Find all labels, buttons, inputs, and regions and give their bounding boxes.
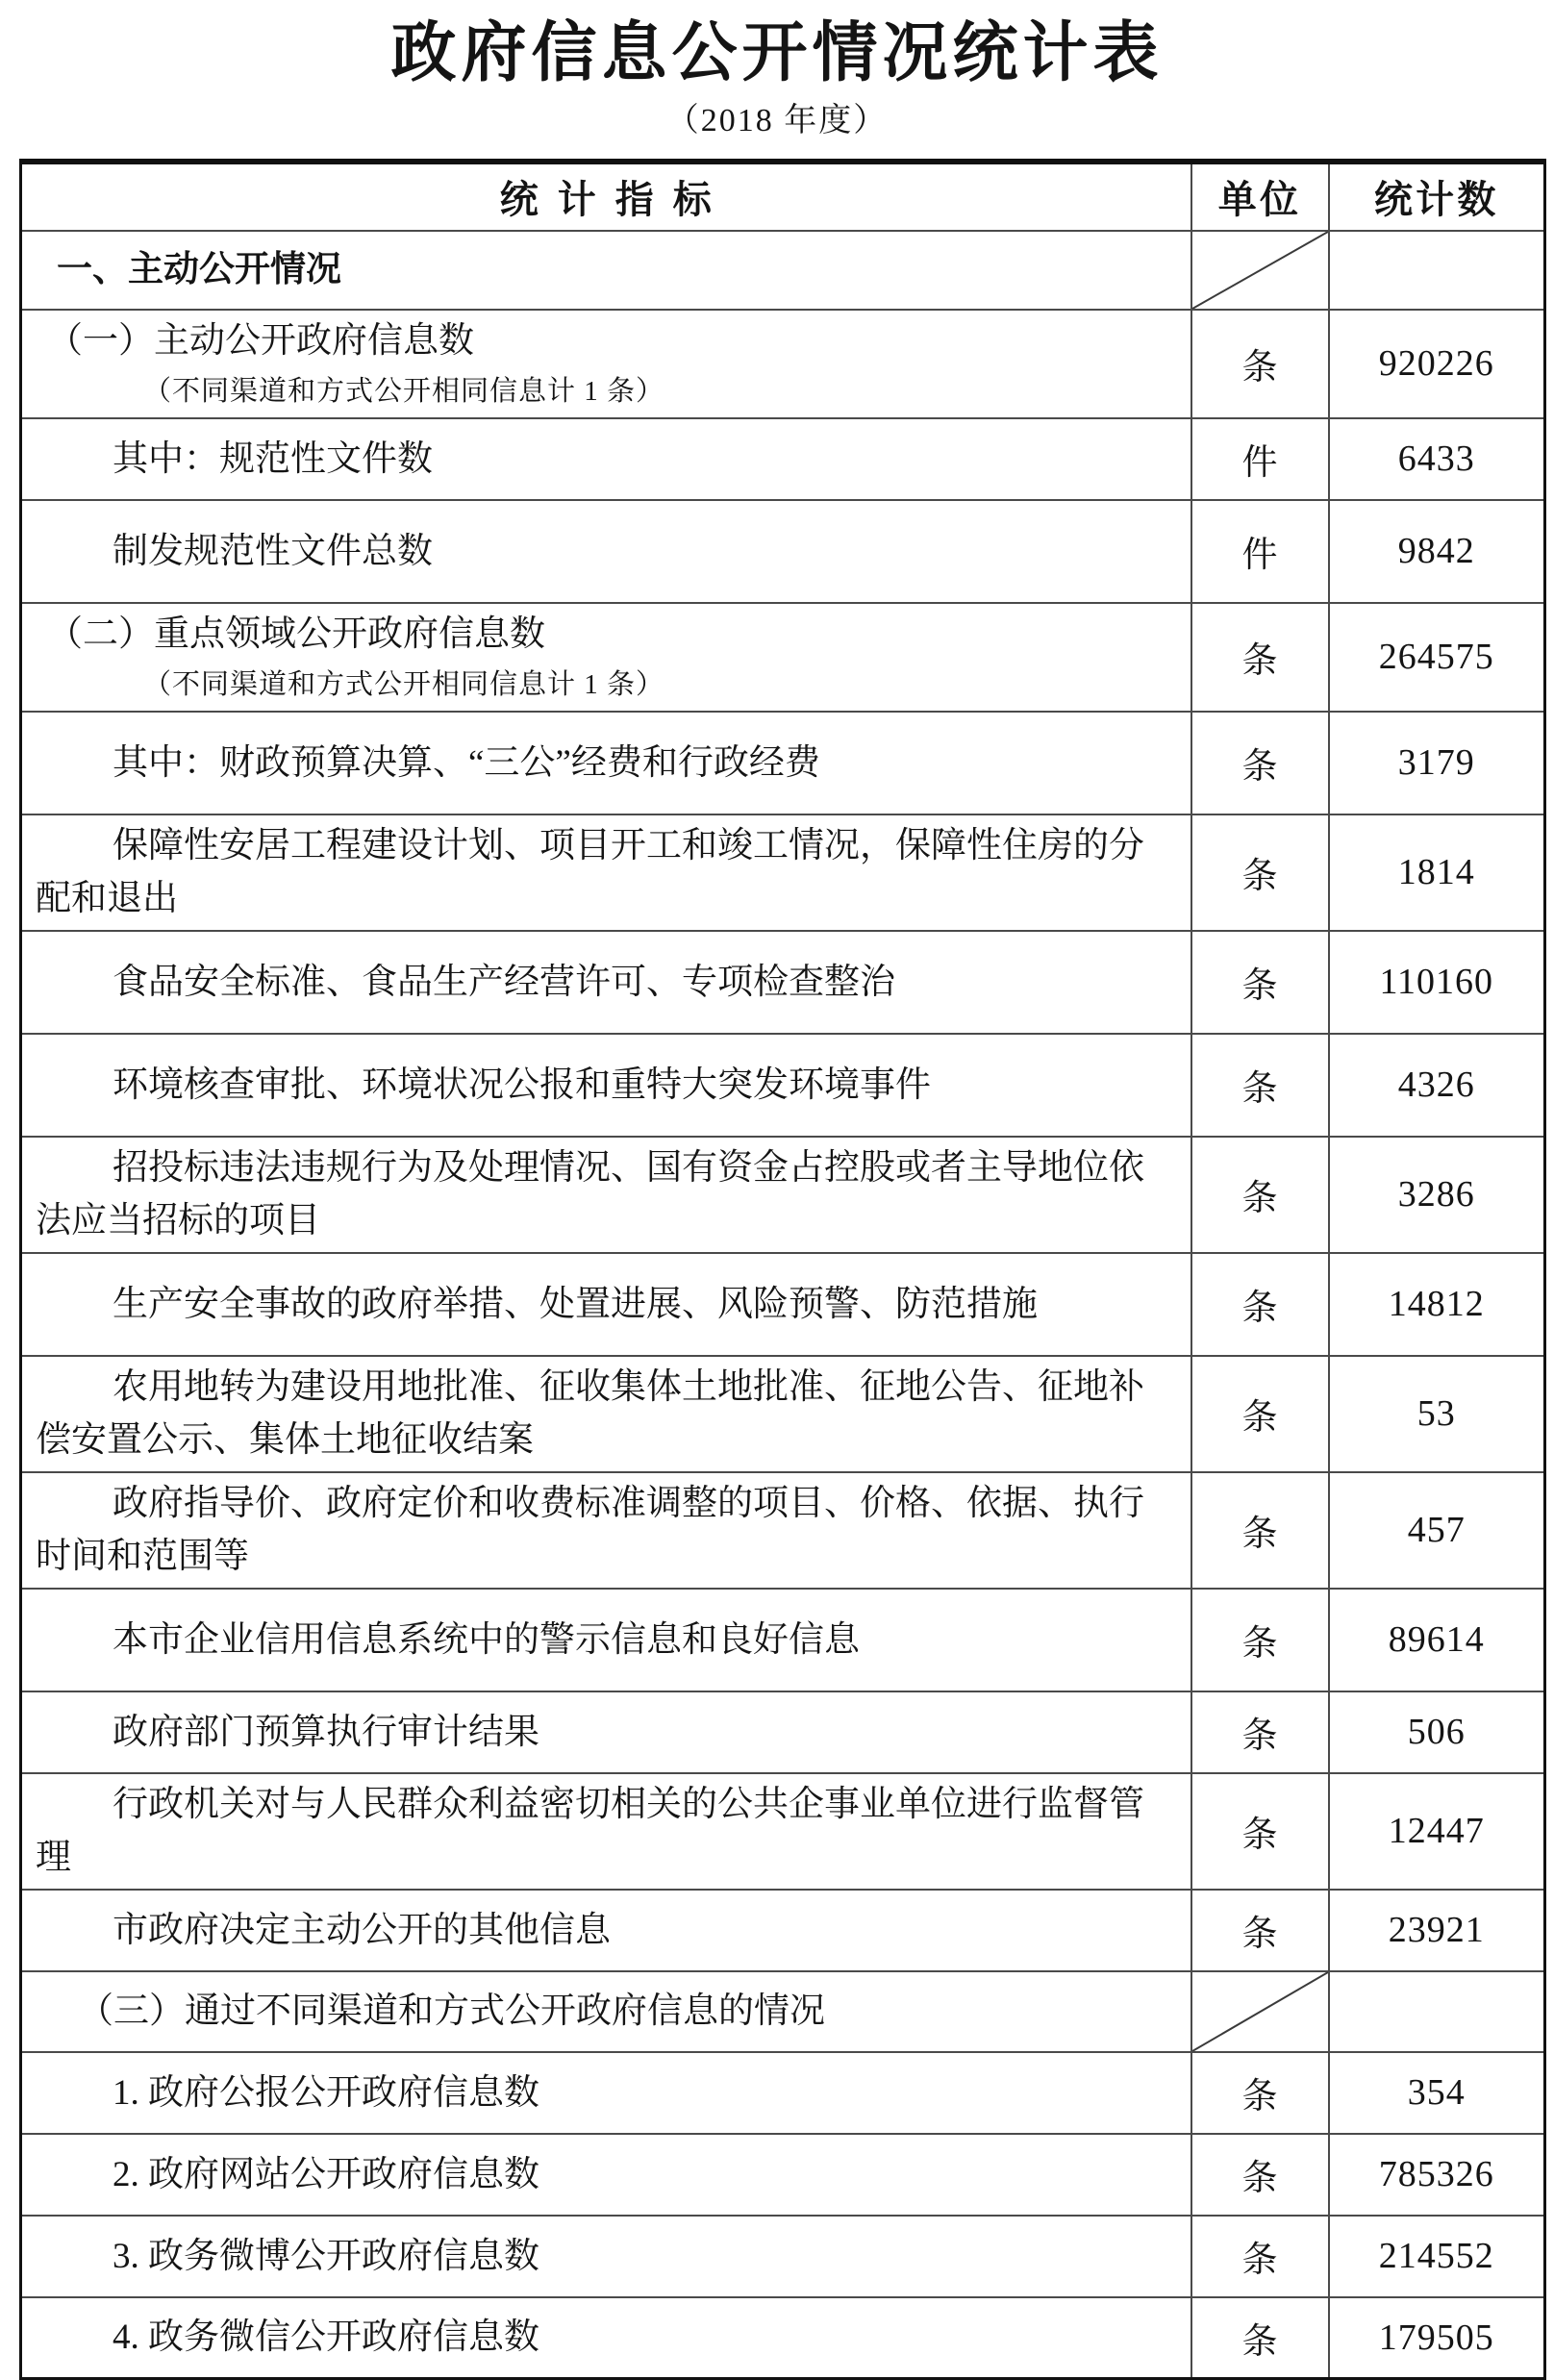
indicator-label: 一、主动公开情况	[57, 250, 341, 290]
count-cell	[1329, 2216, 1545, 2297]
count-value: 179505	[1378, 2317, 1494, 2359]
indicator-cell	[21, 1472, 1191, 1589]
header-row	[21, 162, 1545, 231]
diagonal-line	[1192, 1972, 1328, 2051]
unit-cell	[1191, 231, 1329, 310]
indicator-cell	[21, 1773, 1191, 1890]
unit-cell	[1191, 1589, 1329, 1691]
indicator-cell	[21, 310, 1191, 418]
indicator-label: 2. 政府网站公开政府信息数	[113, 2154, 539, 2194]
count-value: 3286	[1397, 1174, 1475, 1215]
table-row	[21, 603, 1545, 712]
unit-value: 条	[1241, 1515, 1278, 1555]
indicator-cell	[21, 1971, 1191, 2052]
count-cell	[1329, 1137, 1545, 1253]
count-cell	[1329, 1253, 1545, 1356]
count-cell	[1329, 500, 1545, 603]
count-cell	[1329, 603, 1545, 712]
document-year-subtitle: （2018 年度）	[665, 103, 889, 139]
unit-value: 条	[1241, 1624, 1278, 1665]
table-row	[21, 231, 1545, 310]
indicator-label: 市政府决定主动公开的其他信息	[113, 1910, 611, 1950]
count-value: 6433	[1397, 438, 1475, 480]
unit-value: 条	[1241, 1289, 1278, 1329]
unit-value: 条	[1241, 1716, 1278, 1757]
table-row	[21, 1890, 1545, 1971]
unit-cell	[1191, 1971, 1329, 2052]
table-body	[21, 231, 1545, 2379]
unit-cell	[1191, 1691, 1329, 1773]
unit-value: 条	[1241, 2322, 1278, 2363]
count-cell	[1329, 931, 1545, 1034]
indicator-label: 本市企业信用信息系统中的警示信息和良好信息	[113, 1619, 860, 1660]
unit-value: 条	[1241, 348, 1278, 388]
table-row	[21, 310, 1545, 418]
indicator-cell	[21, 1890, 1191, 1971]
unit-cell	[1191, 500, 1329, 603]
count-value: 506	[1407, 1712, 1466, 1753]
unit-value: 条	[1241, 2241, 1278, 2281]
table-row	[21, 1356, 1545, 1472]
count-cell	[1329, 1773, 1545, 1890]
diagonal-line	[1192, 232, 1328, 309]
unit-value: 条	[1241, 1069, 1278, 1110]
count-value: 1814	[1397, 852, 1475, 893]
indicator-cell	[21, 2052, 1191, 2134]
indicator-label: （三）通过不同渠道和方式公开政府信息的情况	[78, 1992, 825, 2032]
indicator-cell	[21, 500, 1191, 603]
unit-value: 条	[1241, 1179, 1278, 1219]
indicator-cell	[21, 1356, 1191, 1472]
count-cell	[1329, 231, 1545, 310]
indicator-label: 4. 政务微信公开政府信息数	[113, 2317, 539, 2358]
count-value: 3179	[1397, 742, 1475, 784]
indicator-cell	[21, 2134, 1191, 2216]
indicator-cell	[21, 1691, 1191, 1773]
count-cell	[1329, 814, 1545, 931]
unit-cell	[1191, 814, 1329, 931]
unit-cell	[1191, 2216, 1329, 2297]
unit-cell	[1191, 712, 1329, 814]
count-value: 23921	[1388, 1910, 1485, 1951]
indicator-label: 行政机关对与人民群众利益密切相关的公共企事业单位进行监督管理	[36, 1784, 1144, 1878]
table-row	[21, 2216, 1545, 2297]
count-cell	[1329, 1589, 1545, 1691]
indicator-cell	[21, 418, 1191, 500]
count-cell	[1329, 310, 1545, 418]
unit-cell	[1191, 310, 1329, 418]
unit-value: 条	[1241, 747, 1278, 788]
unit-cell	[1191, 418, 1329, 500]
table-row	[21, 1137, 1545, 1253]
table-row	[21, 1691, 1545, 1773]
count-cell	[1329, 418, 1545, 500]
count-value: 9842	[1397, 531, 1475, 572]
count-cell	[1329, 1691, 1545, 1773]
count-value: 89614	[1388, 1619, 1485, 1661]
indicator-label: 制发规范性文件总数	[113, 531, 433, 571]
indicator-label: 生产安全事故的政府举措、处置进展、风险预警、防范措施	[113, 1284, 1038, 1324]
indicator-cell	[21, 1137, 1191, 1253]
count-value: 264575	[1378, 637, 1494, 678]
indicator-cell	[21, 1253, 1191, 1356]
table-row	[21, 712, 1545, 814]
indicator-label: 招投标违法违规行为及处理情况、国有资金占控股或者主导地位依法应当招标的项目	[36, 1147, 1144, 1241]
unit-value: 条	[1241, 1816, 1278, 1856]
count-cell	[1329, 2052, 1545, 2134]
indicator-cell	[21, 1034, 1191, 1137]
unit-cell	[1191, 2052, 1329, 2134]
indicator-label: 3. 政务微博公开政府信息数	[113, 2236, 539, 2276]
indicator-note: （不同渠道和方式公开相同信息计 1 条）	[143, 669, 665, 701]
indicator-label: 政府部门预算执行审计结果	[113, 1712, 539, 1752]
count-value: 457	[1407, 1510, 1466, 1551]
count-value: 920226	[1378, 343, 1494, 385]
indicator-cell	[21, 2216, 1191, 2297]
unit-value: 件	[1241, 536, 1278, 576]
count-value: 785326	[1378, 2154, 1494, 2195]
indicator-label: 农用地转为建设用地批准、征收集体土地批准、征地公告、征地补偿安置公示、集体土地征收结案	[36, 1366, 1144, 1461]
table-row	[21, 500, 1545, 603]
count-cell	[1329, 1472, 1545, 1589]
indicator-label: （二）重点领域公开政府信息数	[47, 614, 545, 654]
table-row	[21, 814, 1545, 931]
table-row	[21, 1971, 1545, 2052]
indicator-label: 其中：规范性文件数	[113, 438, 433, 479]
indicator-label: 保障性安居工程建设计划、项目开工和竣工情况，保障性住房的分配和退出	[36, 825, 1144, 919]
unit-cell	[1191, 1472, 1329, 1589]
indicator-cell	[21, 931, 1191, 1034]
table-row	[21, 931, 1545, 1034]
indicator-cell	[21, 603, 1191, 712]
indicator-cell	[21, 814, 1191, 931]
unit-cell	[1191, 1034, 1329, 1137]
indicator-cell	[21, 712, 1191, 814]
unit-value: 条	[1241, 641, 1278, 682]
count-value: 4326	[1397, 1065, 1475, 1106]
indicator-label: 政府指导价、政府定价和收费标准调整的项目、价格、依据、执行时间和范围等	[36, 1483, 1144, 1577]
unit-cell	[1191, 2134, 1329, 2216]
indicator-label: 食品安全标准、食品生产经营许可、专项检查整治	[113, 962, 895, 1002]
table-row	[21, 2134, 1545, 2216]
unit-value: 条	[1241, 1398, 1278, 1439]
count-value: 214552	[1378, 2236, 1494, 2277]
indicator-label: 其中：财政预算决算、“三公”经费和行政经费	[113, 742, 820, 783]
count-cell	[1329, 2297, 1545, 2379]
indicator-label: 1. 政府公报公开政府信息数	[113, 2072, 539, 2113]
header-unit: 单位	[1191, 162, 1329, 231]
count-cell	[1329, 1971, 1545, 2052]
document-title: 政府信息公开情况统计表	[390, 16, 1164, 89]
count-cell	[1329, 1890, 1545, 1971]
count-value: 110160	[1379, 962, 1494, 1003]
count-cell	[1329, 712, 1545, 814]
statistics-table	[19, 159, 1546, 2380]
header-indicator: 统计指标	[21, 162, 1191, 231]
unit-value: 条	[1241, 2077, 1278, 2117]
count-value: 12447	[1388, 1811, 1485, 1852]
indicator-label: 环境核查审批、环境状况公报和重特大突发环境事件	[113, 1065, 931, 1105]
table-row	[21, 418, 1545, 500]
table-row	[21, 1472, 1545, 1589]
indicator-cell	[21, 1589, 1191, 1691]
unit-cell	[1191, 1890, 1329, 1971]
table-header	[21, 162, 1545, 231]
unit-cell	[1191, 1356, 1329, 1472]
unit-value: 条	[1241, 2159, 1278, 2199]
unit-value: 条	[1241, 966, 1278, 1007]
indicator-note: （不同渠道和方式公开相同信息计 1 条）	[143, 376, 665, 408]
unit-cell	[1191, 2297, 1329, 2379]
count-cell	[1329, 2134, 1545, 2216]
count-cell	[1329, 1034, 1545, 1137]
indicator-cell	[21, 2297, 1191, 2379]
unit-value: 件	[1241, 443, 1278, 484]
unit-value: 条	[1241, 857, 1278, 897]
count-value: 354	[1407, 2072, 1466, 2114]
table-row	[21, 1773, 1545, 1890]
unit-value: 条	[1241, 1915, 1278, 1955]
unit-cell	[1191, 1253, 1329, 1356]
table-row	[21, 1034, 1545, 1137]
indicator-cell	[21, 231, 1191, 310]
table-row	[21, 2297, 1545, 2379]
count-cell	[1329, 1356, 1545, 1472]
count-value: 14812	[1388, 1284, 1485, 1325]
unit-cell	[1191, 1137, 1329, 1253]
table-row	[21, 1253, 1545, 1356]
table-row	[21, 2052, 1545, 2134]
unit-cell	[1191, 603, 1329, 712]
count-value: 53	[1416, 1393, 1456, 1435]
unit-cell	[1191, 1773, 1329, 1890]
indicator-label: （一）主动公开政府信息数	[47, 320, 474, 361]
unit-cell	[1191, 931, 1329, 1034]
header-count: 统计数	[1329, 162, 1545, 231]
table-row	[21, 1589, 1545, 1691]
